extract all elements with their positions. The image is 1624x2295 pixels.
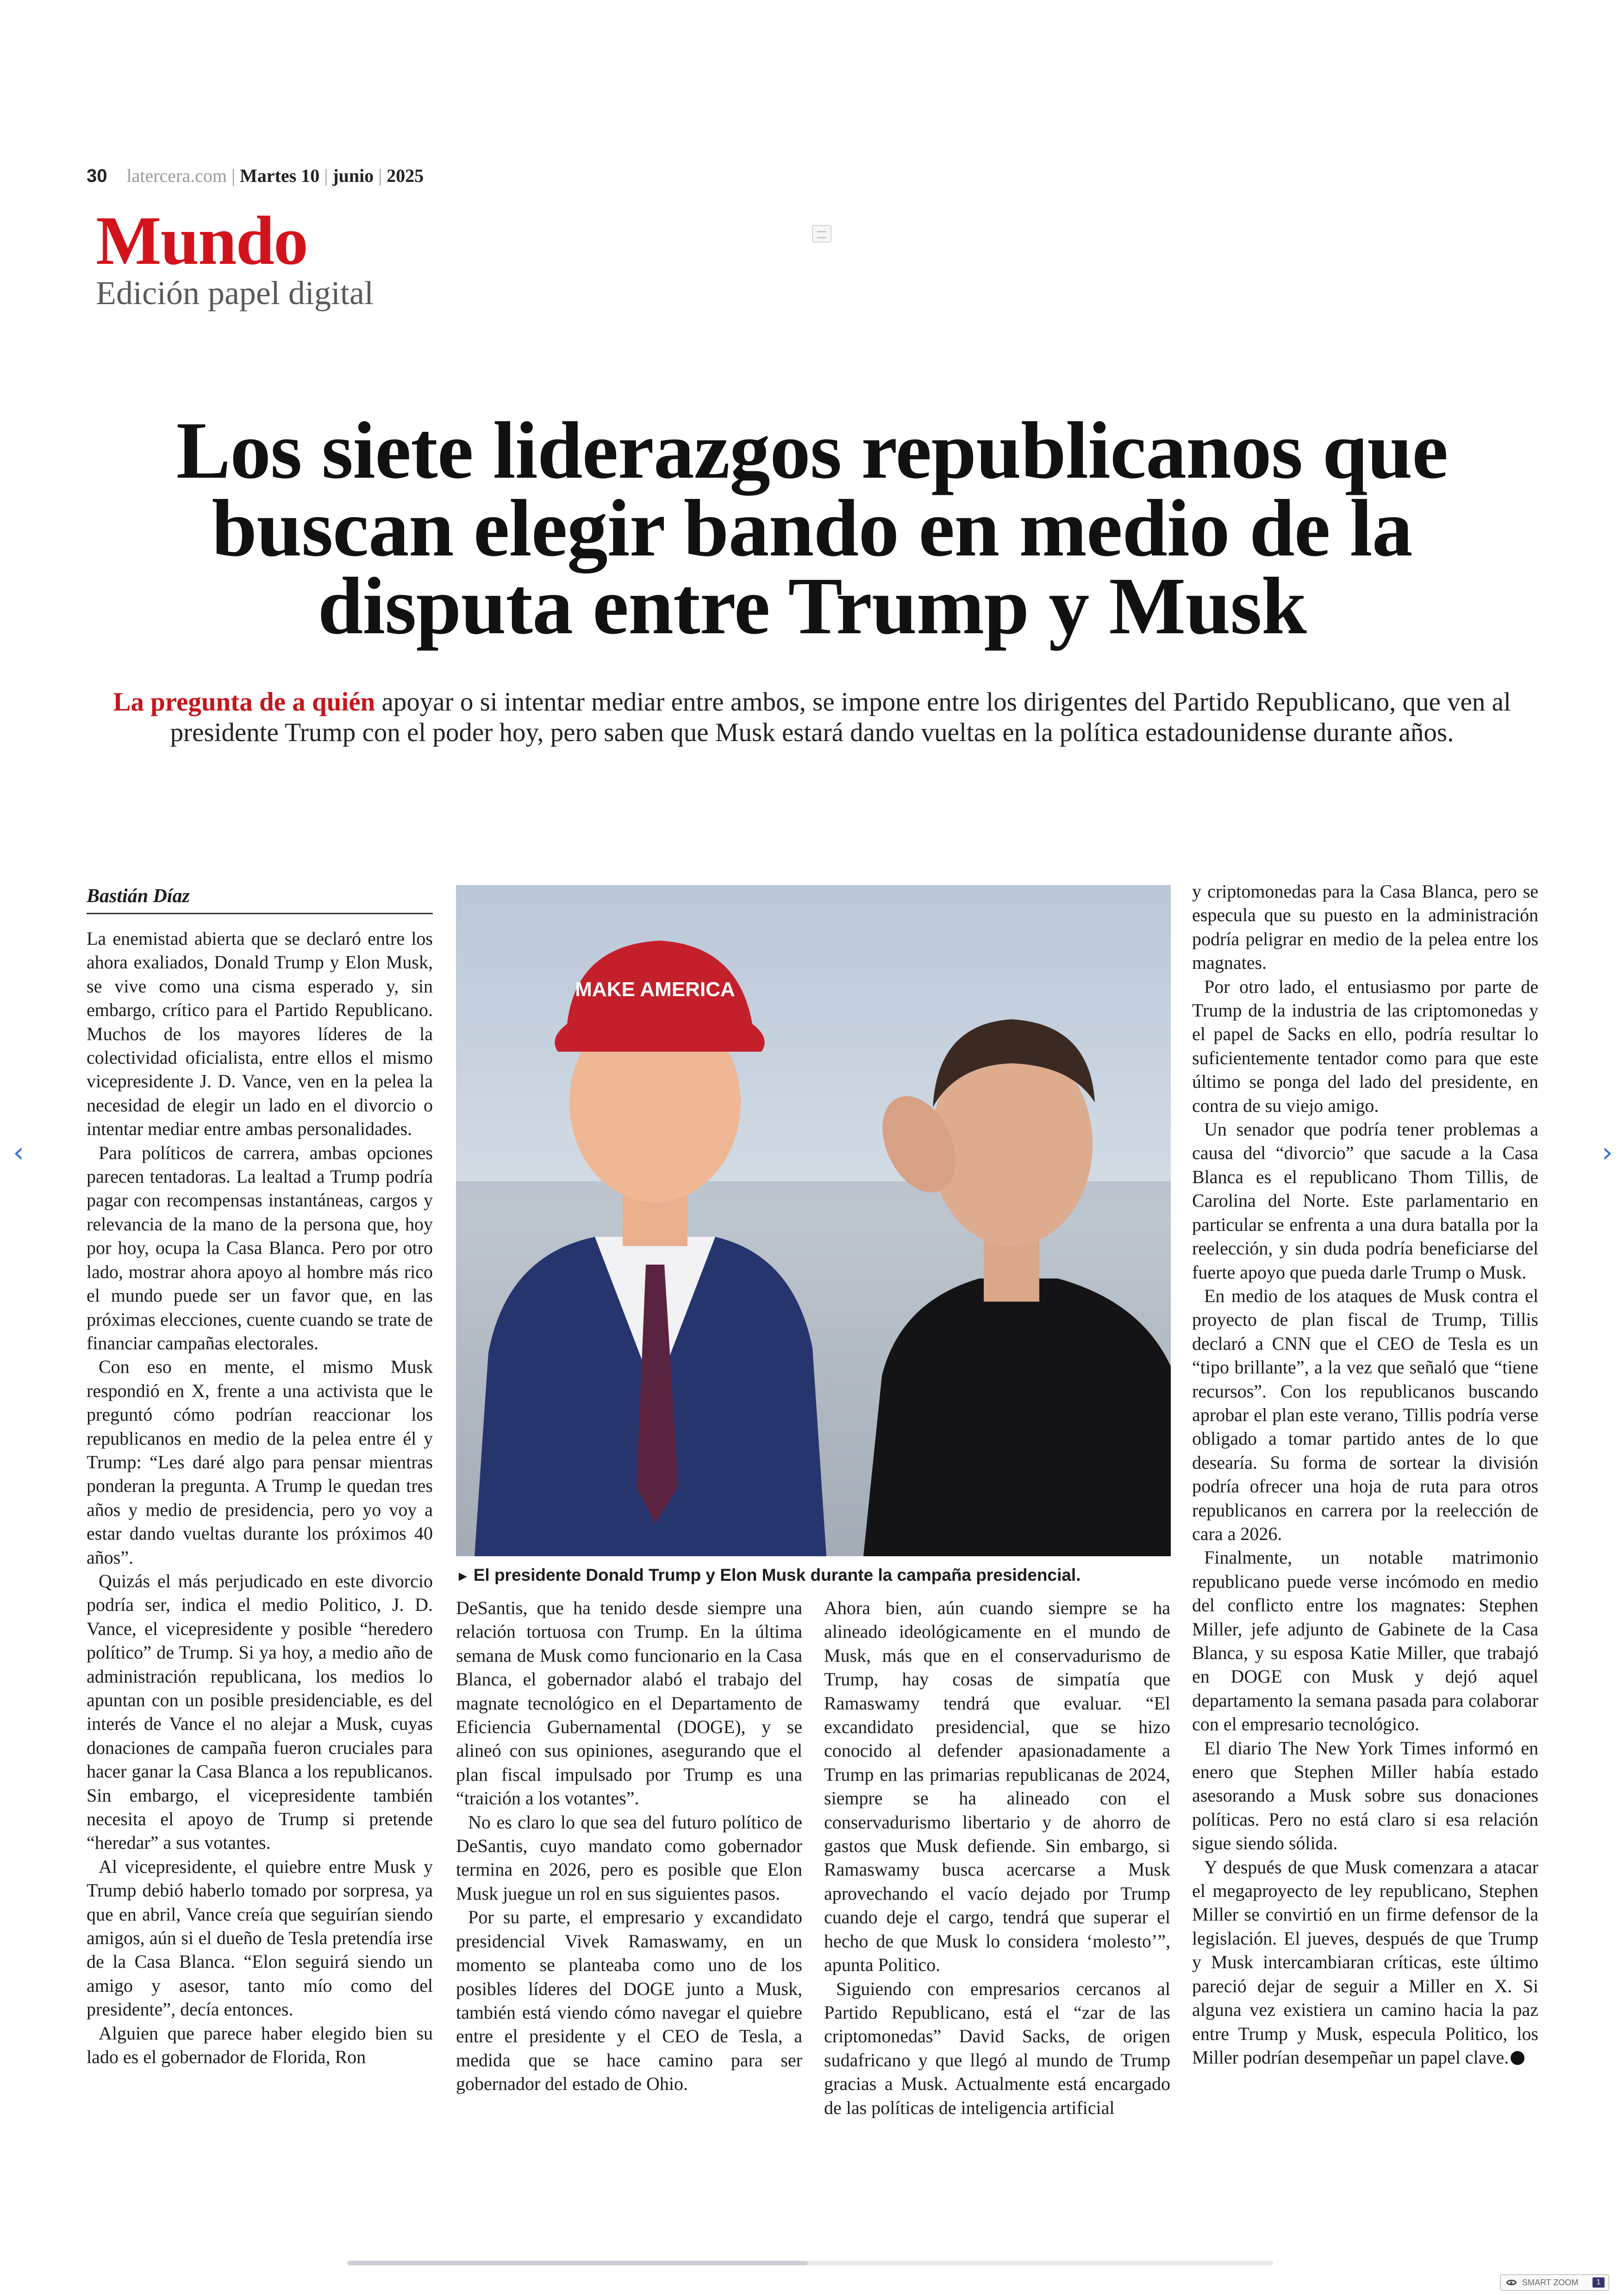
- body-paragraph: Quizás el más perjudicado en este divorcio podría ser, indica el medio Politico, J. D. Vance, el vicepresidente y posible “heredero político” de Trump. Si ya hoy, a medio año de administración republicana, los medios lo apuntan con un posible presidenciable, es del interés de Vance el no alejar a Musk, cuyas donaciones de campaña fueron cruciales para hacer ganar la Casa Blanca a los republicanos. Sin embargo, el vicepresidente también necesita el apoyo de Trump si pretende “heredar” a sus votantes.: [87, 1570, 433, 1853]
- page-number: 30: [87, 166, 107, 186]
- chevron-left-icon: ‹: [13, 1136, 24, 1169]
- issue-month: junio: [332, 165, 374, 186]
- article-photo: [456, 885, 1171, 1556]
- site-name: latercera.com: [126, 165, 227, 186]
- page-thumbnail-icon[interactable]: [812, 225, 831, 243]
- body-paragraph: Finalmente, un notable matrimonio republicano puede verse incómodo en medio del conflicto entre los magnates: Stephen Miller, jefe adjunto de Gabinete de la Casa Blanca, y su esposa Katie Miller, que trabajó en DOGE con Musk y dejó aquel departamento la semana pasada para colaborar con el empresario tecnológico.: [1192, 1547, 1538, 1735]
- body-column-2: [456, 1596, 802, 2096]
- body-paragraph: DeSantis, que ha tenido desde siempre una relación tortuosa con Trump. En la última semana de Musk como funcionario en la Casa Blanca, el gobernador alabó el trabajo del magnate tecnológico en el Departamento de Eficiencia Gubernamental (DOGE), y se alineó con sus opiniones, asegurando que el plan fiscal impulsado por Trump es una “traición a los votantes”.: [456, 1597, 802, 1809]
- caption-marker: ►: [456, 1569, 470, 1584]
- next-page-button[interactable]: [1593, 1134, 1621, 1171]
- section-title: Mundo: [96, 202, 307, 279]
- body-paragraph: El diario The New York Times informó en enero que Stephen Miller había estado asesorando a Musk sobre sus donaciones políticas. Pero no está claro si esa relación sigue siendo sólida.: [1192, 1737, 1538, 1854]
- horizontal-scrollbar-thumb[interactable]: [347, 2261, 808, 2265]
- folio-separator: |: [231, 165, 236, 186]
- body-paragraph: Para políticos de carrera, ambas opciones parecen tentadoras. La lealtad a Trump podría pagar con recompensas instantáneas, cargos y relevancia de la mano de la persona que, hoy por hoy, ocupa la Casa Blanca. Pero por otro lado, mostrar ahora apoyo al hombre más rico el mundo puede ser un favor que, en las próximas elecciones, cuente cuando se trate de financiar campañas electorales.: [87, 1142, 433, 1353]
- smart-zoom-count-badge: 1: [1593, 2277, 1605, 2288]
- eye-icon: [1506, 2280, 1517, 2285]
- previous-page-button[interactable]: [5, 1134, 32, 1171]
- body-paragraph: y criptomonedas para la Casa Blanca, pero se especula que su puesto en la administración podría peligrar en medio de la pelea entre los magnates.: [1192, 881, 1538, 973]
- body-column-4: [1192, 879, 1538, 2069]
- body-paragraph: Ahora bien, aún cuando siempre se ha alineado ideológicamente en el mundo de Musk, más que en el conservadurismo de Trump, hay cosas de simpatía que Ramaswamy tendrá que evaluar. “El excandidato presidencial, que se hizo conocido al defender apasionadamente a Trump en las primarias republicanas de 2024, siempre se ha alineado con el conservadurismo libertario y de ahorro de gastos que Musk defiende. Sin embargo, si Ramaswamy busca acercarse a Musk aprovechando el vacío dejado por Trump cuando deje el cargo, tendrá que superar el hecho de que Musk lo considera ‘molesto’”, apunta Politico.: [824, 1597, 1170, 1976]
- smart-zoom-button[interactable]: [1500, 2274, 1609, 2291]
- caption-text: El presidente Donald Trump y Elon Musk durante la campaña presidencial.: [473, 1565, 1081, 1584]
- body-paragraph: [1192, 1855, 1538, 2070]
- photo-illustration: [456, 885, 1171, 1556]
- deck-lead: La pregunta de a quién: [113, 687, 375, 717]
- folio-separator: |: [378, 165, 382, 186]
- article-deck: [69, 687, 1555, 748]
- body-paragraph: Por su parte, el empresario y excandidato presidencial Vivek Ramaswamy, en un momento se planteaba como uno de los posibles líderes del DOGE junto a Musk, también está viendo cómo navegar el quiebre entre el presidente y el CEO de Tesla, a medida que se hace camino para ser gobernador del estado de Ohio.: [456, 1907, 802, 2095]
- body-paragraph: Al vicepresidente, el quiebre entre Musk y Trump debió haberlo tomado por sorpresa, ya que en abril, Vance creía que seguirían siendo amigos, aún si el dueño de Tesla pretendía irse de la Casa Blanca. “Elon seguirá siendo un amigo y asesor, tanto mío como del presidente”, decía entonces.: [87, 1856, 433, 2020]
- body-paragraph: No es claro lo que sea del futuro político de DeSantis, cuyo mandato como gobernador termina en 2026, pero es posible que Elon Musk juegue un rol en sus siguientes pasos.: [456, 1811, 802, 1904]
- edition-label: Edición papel digital: [96, 274, 374, 312]
- body-paragraph: Siguiendo con empresarios cercanos al Partido Republicano, está el “zar de las criptomonedas” David Sacks, de origen sudafricano y que llegó al mundo de Trump gracias a Musk. Actualmente está encargado de las políticas de inteligencia artificial: [824, 1978, 1170, 2118]
- deck-text: apoyar o si intentar mediar entre ambos, se impone entre los dirigentes del Partido Republicano, que ven al presidente Trump con el poder hoy, pero saben que Musk estará dando vueltas en la política estadounidense durante años.: [170, 687, 1511, 747]
- body-column-1: [87, 927, 433, 2069]
- end-mark-icon: [1511, 2051, 1524, 2065]
- body-paragraph: Por otro lado, el entusiasmo por parte de Trump de la industria de las criptomonedas y el papel de Sacks en ello, podría resultar lo suficientemente tentador como para que este último se ponga del lado del presidente, en contra de su viejo amigo.: [1192, 976, 1538, 1116]
- body-paragraph: La enemistad abierta que se declaró entre los ahora exaliados, Donald Trump y Elon Musk, se vive como una cisma esperado y, sin embargo, crítico para el Partido Republicano. Muchos de los mayores líderes de la colectividad oficialista, entre ellos el mismo vicepresidente J. D. Vance, ven en la pelea la necesidad de elegir un lado en el divorcio o intentar mediar entre ambas personalidades.: [87, 928, 433, 1140]
- folio-line: [87, 163, 424, 189]
- photo-cap-text: MAKE AMERICA: [575, 978, 735, 1001]
- body-paragraph: En medio de los ataques de Musk contra el proyecto de plan fiscal de Trump, Tillis declaró a CNN que el CEO de Tesla es un “tipo brillante”, a la vez que señaló que “tiene recursos”. Con los republicanos buscando aprobar el plan este verano, Tillis podría verse obligado a tomar partido antes de lo que desearía. Su forma de sortear la división podría ofrecer una hoja de ruta para otros republicanos en carrera por la reelección de cara a 2026.: [1192, 1285, 1538, 1544]
- photo-caption: [456, 1564, 1171, 1588]
- issue-day: Martes 10: [240, 165, 320, 186]
- article-headline: Los siete liderazgos republicanos que buscan elegir bando en medio de la disputa entre Trump y Musk: [176, 405, 1448, 651]
- issue-year: 2025: [387, 165, 424, 186]
- byline: Bastián Díaz: [87, 883, 433, 914]
- body-paragraph: Alguien que parece haber elegido bien su lado es el gobernador de Florida, Ron: [87, 2022, 433, 2068]
- body-paragraph: Con eso en mente, el mismo Musk respondió en X, frente a una activista que le preguntó cómo podrían reaccionar los republicanos en medio de la pelea entre él y Trump: “Les daré algo para pensar mientras ponderan la pregunta. A Trump le quedan tres años y medio de presidencia, pero yo voy a estar dando vueltas durante los próximos 40 años”.: [87, 1356, 433, 1568]
- smart-zoom-label: SMART ZOOM: [1522, 2278, 1579, 2287]
- body-column-3: [824, 1596, 1170, 2120]
- chevron-right-icon: ›: [1602, 1136, 1613, 1169]
- body-paragraph: Un senador que podría tener problemas a causa del “divorcio” que sacude a la Casa Blanca es el republicano Thom Tillis, de Carolina del Norte. Este parlamentario en particular se enfrenta a una dura batalla por la reelección, y sin duda podría beneficiarse del fuerte apoyo que pueda darle Trump o Musk.: [1192, 1119, 1538, 1283]
- body-paragraph-text: Y después de que Musk comenzara a atacar el megaproyecto de ley republicano, Stephen Miller se convirtió en un firme defensor de la legislación. El jueves, después de que Trump y Musk intercambiaran críticas, este último pareció dejar de seguir a Miller en X. Si alguna vez existiera un camino hacia la paz entre Trump y Musk, especula Politico, los Miller podrían desempeñar un papel clave.: [1192, 1856, 1538, 2068]
- folio-separator: |: [324, 165, 328, 186]
